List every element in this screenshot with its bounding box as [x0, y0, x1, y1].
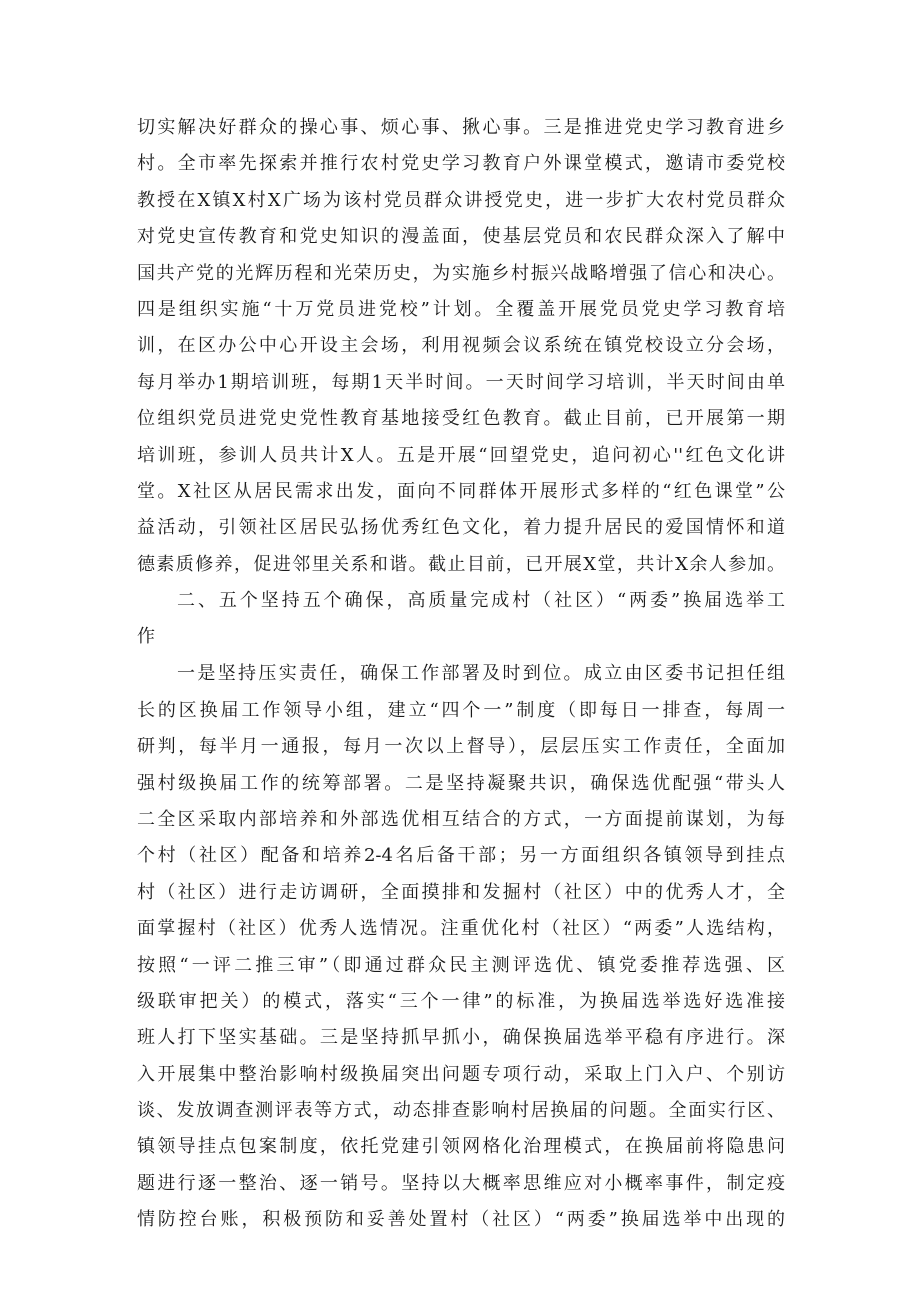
heading-line: 作 [137, 626, 155, 648]
text-line: 位组织党员进党史党性教育基地接受红色教育。截止目前，已开展第一期 [137, 408, 785, 430]
text-line: 班人打下坚实基础。三是坚持抓早抓小，确保换届选举平稳有序进行。深 [137, 1027, 785, 1049]
text-line: 村。全市率先探索并推行农村党史学习教育户外课堂模式，邀请市委党校 [137, 153, 785, 175]
text-line: 级联审把关）的模式，落实“三个一律”的标准，为换届选举选好选准接 [137, 990, 785, 1012]
body-paragraph-1 [137, 110, 785, 583]
text-line: 一是坚持压实责任，确保工作部署及时到位。成立由区委书记担任组 [177, 663, 785, 685]
text-line: 二全区采取内部培养和外部选优相互结合的方式，一方面提前谋划，为每 [137, 808, 785, 830]
text-line: 研判，每半月一通报，每月一次以上督导），层层压实工作责任，全面加 [137, 736, 785, 758]
text-line: 村（社区）进行走访调研，全面摸排和发掘村（社区）中的优秀人才，全 [137, 881, 785, 903]
text-line: 对党史宣传教育和党史知识的漫盖面，使基层党员和农民群众深入了解中 [137, 226, 785, 248]
heading-line: 二、五个坚持五个确保，高质量完成村（社区）“两委”换届选举工 [177, 590, 785, 611]
text-line: 训，在区办公中心开设主会场，利用视频会议系统在镇党校设立分会场， [137, 335, 785, 357]
text-line: 益活动，引领社区居民弘扬优秀红色文化，着力提升居民的爱国情怀和道 [137, 517, 785, 539]
text-line: 国共产党的光辉历程和光荣历史，为实施乡村振兴战略增强了信心和决心。 [137, 262, 785, 284]
text-line: 谈、发放调查测评表等方式，动态排查影响村居换届的问题。全面实行区、 [137, 1100, 785, 1122]
text-line: 按照“一评二推三审”（即通过群众民主测评选优、镇党委推荐选强、区 [137, 954, 785, 976]
text-line: 个村（社区）配备和培养2-4名后备干部；另一方面组织各镇领导到挂点 [137, 845, 785, 867]
text-line: 德素质修养，促进邻里关系和谐。截止目前，已开展X堂，共计X余人参加。 [137, 553, 785, 575]
text-line: 切实解决好群众的操心事、烦心事、揪心事。三是推进党史学习教育进乡 [137, 117, 785, 138]
text-line: 四是组织实施“十万党员进党校”计划。全覆盖开展党员党史学习教育培 [137, 298, 785, 320]
text-line: 情防控台账，积极预防和妥善处置村（社区）“两委”换届选举中出现的 [137, 1209, 785, 1231]
text-line: 入开展集中整治影响村级换届突出问题专项行动，采取上门入户、个别访 [137, 1063, 785, 1085]
text-line: 每月举办1期培训班，每期1天半时间。一天时间学习培训，半天时间由单 [137, 371, 785, 393]
text-line: 培训班，参训人员共计X人。五是开展“回望党史，追问初心''红色文化讲 [137, 444, 785, 466]
text-line: 强村级换届工作的统筹部署。二是坚持凝聚共识，确保选优配强“带头人 [137, 772, 785, 794]
text-line: 教授在X镇X村X广场为该村党员群众讲授党史，进一步扩大农村党员群众 [137, 189, 785, 211]
text-line: 镇领导挂点包案制度，依托党建引领网格化治理模式，在换届前将隐患问 [137, 1136, 785, 1158]
body-paragraph-2 [137, 620, 785, 1239]
text-line: 堂。X社区从居民需求出发，面向不同群体开展形式多样的“红色课堂”公 [137, 480, 785, 502]
spacer-line [137, 620, 785, 656]
text-line: 长的区换届工作领导小组，建立“四个一”制度（即每日一排查，每周一 [137, 699, 785, 721]
text-line: 面掌握村（社区）优秀人选情况。注重优化村（社区）“两委”人选结构， [137, 918, 785, 940]
text-line: 题进行逐一整治、逐一销号。坚持以大概率思维应对小概率事件，制定疫 [137, 1172, 785, 1194]
